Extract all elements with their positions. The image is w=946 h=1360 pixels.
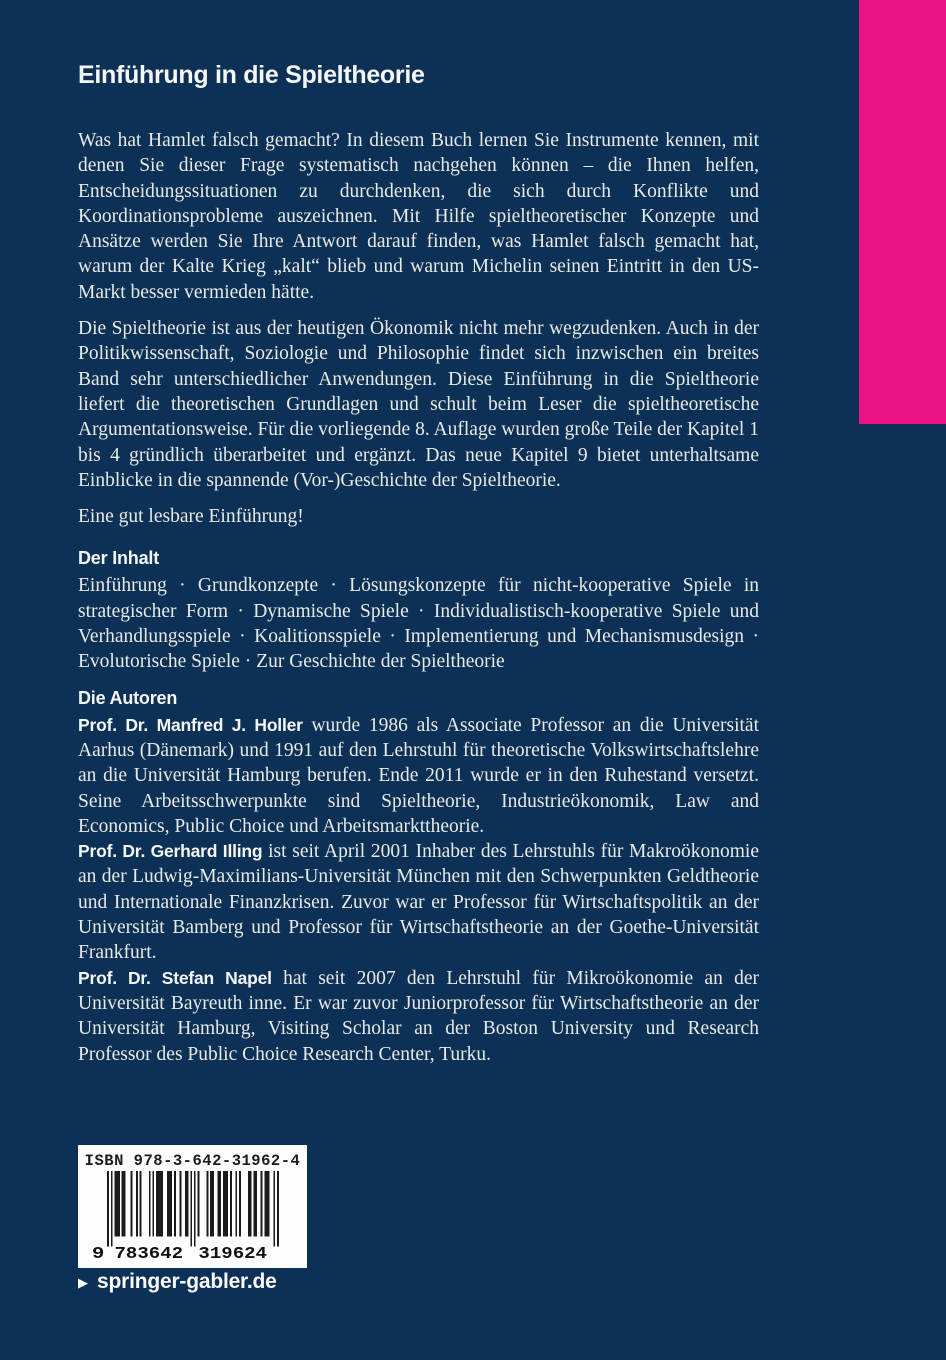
publisher-line: [78, 1270, 277, 1294]
svg-text:783642: 783642: [113, 1244, 183, 1261]
author-entry-illing: [78, 839, 759, 965]
inhalt-heading: Der Inhalt: [78, 548, 160, 569]
author-name-holler: Prof. Dr. Manfred J. Holler: [78, 714, 303, 735]
book-title: Einführung in die Spieltheorie: [78, 61, 425, 89]
ean-barcode: [91, 1171, 295, 1261]
barcode-panel: [78, 1145, 307, 1268]
blurb-paragraph-1: Was hat Hamlet falsch gemacht? In diesem Buch lernen Sie Instrumente kennen, mit denen Sie dieser Frage systematisch nachgehen können – die Ihnen helfen, Entscheidungssituationen zu durchdenken, die sich durch Konflikte und Koordinationsprobleme auszeichnen. Mit Hilfe spieltheoretischer Konzepte und Ansätze werden Sie Ihre Antwort darauf finden, was Hamlet falsch gemacht hat, warum der Kalte Krieg „kalt“ blieb und warum Michelin seinen Eintritt in den US-Markt besser vermieden hätte.: [78, 130, 759, 303]
author-entry-napel: [78, 966, 759, 1067]
review-quote: Eine gut lesbare Einführung!: [78, 506, 304, 528]
arrow-icon: ▶: [78, 1274, 88, 1290]
author-entry-holler: [78, 713, 759, 839]
authors-list: [78, 713, 759, 1067]
author-bio-napel: hat seit 2007 den Lehrstuhl für Mikroökonomie an der Universität Bayreuth inne. Er war zuvor Juniorprofessor für Wirtschaftstheorie an der Universität Hamburg, Visiting Scholar an der Boston University und Research Professor des Public Choice Research Center, Turku.: [78, 967, 760, 1065]
blurb-paragraph-2: Die Spieltheorie ist aus der heutigen Ökonomik nicht mehr wegzudenken. Auch in der Politikwissenschaft, Soziologie und Philosophie findet sich inzwischen ein breites Band sehr unterschiedlicher Anwendungen. Diese Einführung in die Spieltheorie liefert die theoretischen Grundlagen und schult beim Leser die spieltheoretische Argumentationsweise. Für die vorliegende 8. Auflage wurden große Teile der Kapitel 1 bis 4 gründlich überarbeitet und ergänzt. Das neue Kapitel 9 bietet unterhaltsame Einblicke in die spannende (Vor-)Geschichte der Spieltheorie.: [78, 318, 759, 491]
author-bio-holler: wurde 1986 als Associate Professor an die Universität Aarhus (Dänemark) und 1991 auf den Lehrstuhl für theoretische Volkswirtschaftslehre an die Universität Hamburg berufen. Ende 2011 wurde er in den Ruhestand versetzt. Seine Arbeitsschwerpunkte sind Spieltheorie, Industrieökonomik, Law and Economics, Public Choice und Arbeitsmarkttheorie.: [78, 714, 759, 837]
inhalt-text: Einführung · Grundkonzepte · Lösungskonzepte für nicht-kooperative Spiele in strategischer Form · Dynamische Spiele · Individualistisch-kooperative Spiele und Verhandlungsspiele · Koalitionsspiele · Implementierung und Mechanismusdesign · Evolutorische Spiele · Zur Geschichte der Spieltheorie: [78, 575, 759, 673]
author-name-napel: Prof. Dr. Stefan Napel: [78, 967, 272, 988]
publisher-url: springer-gabler.de: [97, 1270, 277, 1293]
svg-text:9: 9: [91, 1244, 104, 1261]
pink-accent-bar: [859, 0, 946, 424]
autoren-heading: Die Autoren: [78, 687, 178, 708]
isbn-label: ISBN 978-3-642-31962-4: [84, 1152, 301, 1170]
author-name-illing: Prof. Dr. Gerhard Illing: [78, 841, 263, 862]
author-bio-illing: ist seit April 2001 Inhaber des Lehrstuhls für Makroökonomie an der Ludwig-Maximilians-Universität München mit den Schwerpunkten Geldtheorie und Internationale Finanzkrisen. Zuvor war er Professor für Wirtschaftspolitik an der Universität Bamberg und Professor für Wirtschaftstheorie an der Goethe-Universität Frankfurt.: [78, 841, 759, 964]
cover-content: [78, 60, 759, 1067]
svg-text:319624: 319624: [197, 1244, 267, 1261]
